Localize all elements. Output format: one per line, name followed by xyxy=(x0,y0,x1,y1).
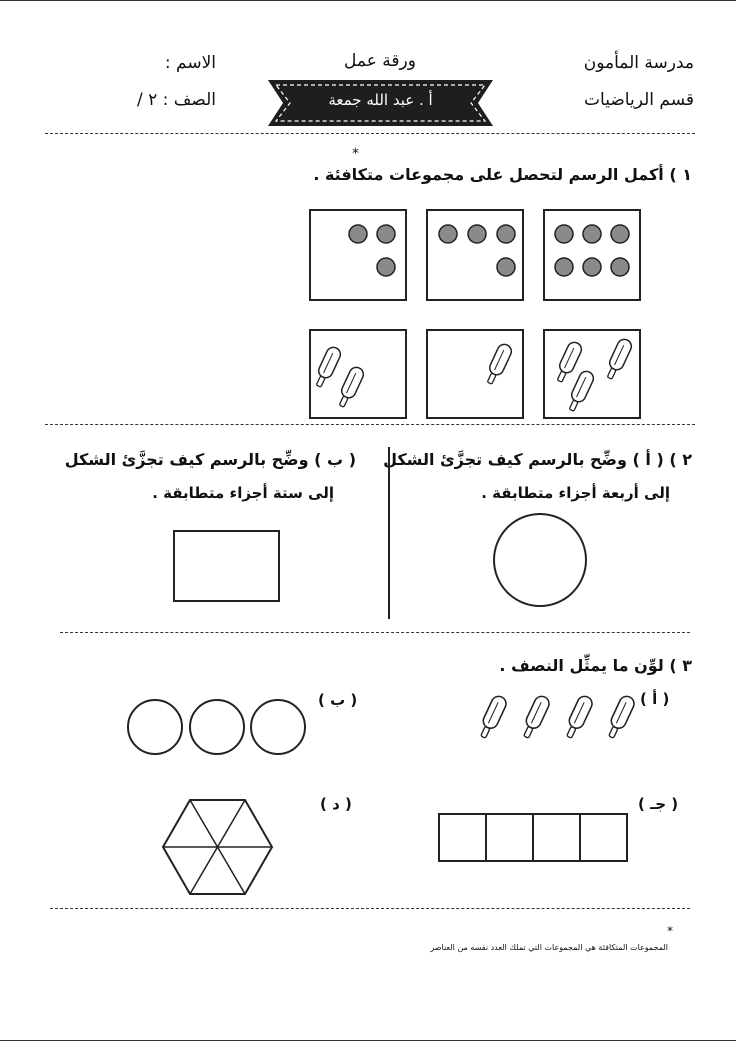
dot-box-2 xyxy=(427,210,523,300)
department-name: قسم الرياضيات xyxy=(584,90,694,110)
dot xyxy=(583,225,601,243)
popsicle-box-2 xyxy=(427,330,523,418)
dot xyxy=(555,225,573,243)
popsicle-icon xyxy=(562,694,594,740)
dot xyxy=(497,258,515,276)
q3c-rectangles xyxy=(437,812,629,864)
q1-asterisk: * xyxy=(352,146,359,162)
q3b-label: ( ب ) xyxy=(318,691,358,709)
q2a-question-line2: إلى أربعة أجزاء متطابقة . xyxy=(481,484,670,502)
dot xyxy=(439,225,457,243)
q2b-question-line2: إلى ستة أجزاء متطابقة . xyxy=(152,484,334,502)
top-border xyxy=(0,0,736,1)
q3d-hexagon xyxy=(160,797,275,897)
divider-3 xyxy=(60,632,690,633)
q2a-circle xyxy=(490,510,590,610)
popsicle-icon xyxy=(476,694,508,740)
q3-question: ٣ ) لوِّن ما يمثِّل النصف . xyxy=(499,656,692,675)
worksheet-title: ورقة عمل xyxy=(344,51,416,71)
dot xyxy=(583,258,601,276)
dot xyxy=(349,225,367,243)
name-label: الاسم : xyxy=(164,53,216,73)
q3b-circles xyxy=(125,697,310,759)
dot xyxy=(377,258,395,276)
q1-figures xyxy=(300,200,650,425)
q2a-question-line1: ٢ ) ( أ ) وضِّح بالرسم كيف تجزَّئ الشكل xyxy=(383,450,692,469)
popsicle-icon xyxy=(604,694,636,740)
teacher-name: أ . عبد الله جمعة xyxy=(328,91,433,109)
q3d-label: ( د ) xyxy=(320,795,352,813)
q3c-label: ( جـ ) xyxy=(638,795,679,813)
dot xyxy=(377,225,395,243)
footnote-text: المجموعات المتكافئة هي المجموعات التي تملك العدد نفسه من العناصر xyxy=(430,943,668,952)
class-label: الصف : ٢ / xyxy=(136,90,216,110)
divider-2 xyxy=(45,424,695,425)
q1-question: ١ ) أكمل الرسم لتحصل على مجموعات متكافئة . xyxy=(313,165,692,184)
popsicle-icon xyxy=(519,694,551,740)
dot xyxy=(468,225,486,243)
q2b-rectangle xyxy=(173,530,280,602)
dot-box-3 xyxy=(310,210,406,300)
dot xyxy=(497,225,515,243)
divider-1 xyxy=(45,133,695,134)
bottom-border xyxy=(0,1040,736,1041)
school-name: مدرسة المأمون xyxy=(583,53,694,73)
q2-vertical-divider xyxy=(388,447,390,619)
dot xyxy=(611,258,629,276)
dot xyxy=(611,225,629,243)
q3a-popsicles xyxy=(470,685,650,760)
divider-4 xyxy=(50,908,690,909)
q2b-question-line1: ( ب ) وضِّح بالرسم كيف تجزَّئ الشكل xyxy=(64,450,356,469)
dot xyxy=(555,258,573,276)
dot-box-1 xyxy=(544,210,640,300)
footnote-asterisk: * xyxy=(667,924,673,938)
q3a-label: ( أ ) xyxy=(640,690,670,708)
